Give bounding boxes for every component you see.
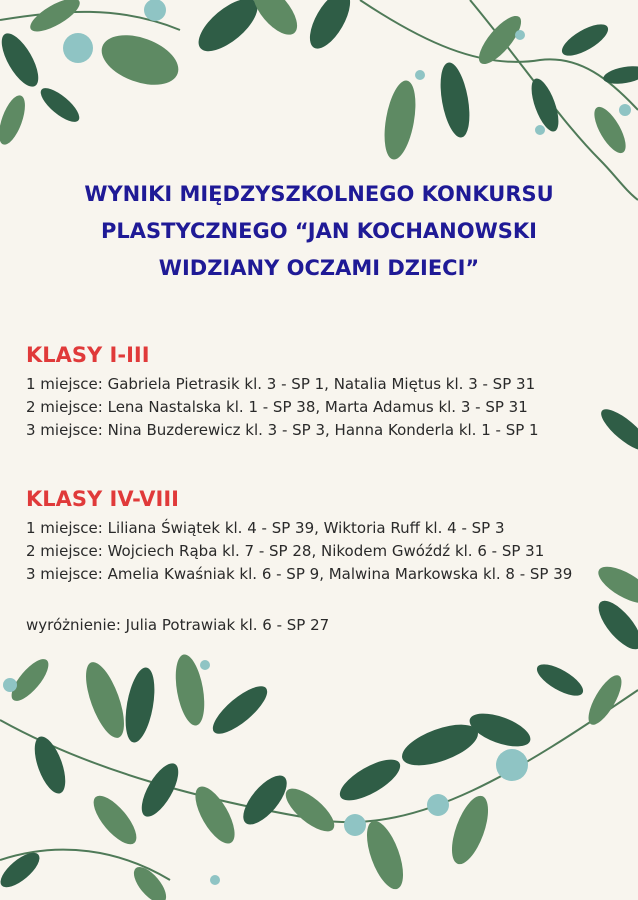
- leaf: [206, 679, 274, 741]
- leaf: [596, 403, 638, 457]
- leaf: [190, 0, 266, 60]
- berry: [619, 104, 631, 116]
- leaf: [582, 671, 627, 729]
- leaf: [602, 63, 638, 86]
- leaf: [28, 733, 71, 798]
- result-line: 1 miejsce: Gabriela Pietrasik kl. 3 - SP 1, Natalia Miętus kl. 3 - SP 31: [26, 375, 536, 393]
- berry: [427, 794, 449, 816]
- berry: [496, 749, 528, 781]
- title-line: WYNIKI MIĘDZYSZKOLNEGO KONKURSU: [84, 182, 554, 206]
- leaf: [360, 816, 411, 893]
- result-line: 3 miejsce: Nina Buzderewicz kl. 3 - SP 3, Hanna Konderla kl. 1 - SP 1: [26, 421, 539, 439]
- title-line: PLASTYCZNEGO “JAN KOCHANOWSKI: [101, 219, 537, 243]
- results-list-klasy-iv-viii: [26, 517, 572, 586]
- leaf: [236, 769, 294, 832]
- leaf: [436, 60, 475, 139]
- leaf: [593, 560, 638, 611]
- leaf: [379, 78, 420, 162]
- leaf: [128, 862, 172, 900]
- result-line: 2 miejsce: Wojciech Rąba kl. 7 - SP 28, Nikodem Gwóźdź kl. 6 - SP 31: [26, 542, 545, 560]
- leaf: [279, 782, 340, 839]
- leaf: [592, 594, 638, 655]
- leaf: [526, 75, 564, 134]
- leaf: [78, 658, 132, 743]
- section-heading-klasy-iv-viii: KLASY IV-VIII: [26, 487, 179, 511]
- leaf: [36, 83, 84, 128]
- berry: [515, 30, 525, 40]
- leaf: [557, 18, 612, 61]
- honorable-mention: wyróżnienie: Julia Potrawiak kl. 6 - SP 27: [26, 616, 330, 634]
- leaf: [26, 0, 84, 38]
- result-line: 1 miejsce: Liliana Świątek kl. 4 - SP 39, Wiktoria Ruff kl. 4 - SP 3: [26, 519, 505, 537]
- berry: [415, 70, 425, 80]
- leaf: [0, 28, 45, 92]
- page-title: [0, 176, 638, 287]
- berry: [535, 125, 545, 135]
- leaf: [334, 752, 406, 809]
- results-list-klasy-i-iii: [26, 373, 539, 442]
- title-line: WIDZIANY OCZAMI DZIECI”: [158, 256, 480, 280]
- berry: [144, 0, 166, 21]
- berry: [63, 33, 93, 63]
- section-heading-klasy-i-iii: KLASY I-III: [26, 343, 150, 367]
- leaf: [445, 791, 496, 868]
- leaf: [95, 26, 185, 95]
- result-line: 3 miejsce: Amelia Kwaśniak kl. 6 - SP 9, Malwina Markowska kl. 8 - SP 39: [26, 565, 573, 583]
- leaf: [465, 707, 534, 753]
- leaf: [302, 0, 358, 55]
- berry: [200, 660, 210, 670]
- leaf: [532, 658, 587, 701]
- berry: [344, 814, 366, 836]
- berry: [3, 678, 17, 692]
- leaf: [188, 781, 243, 849]
- leaf: [87, 789, 144, 850]
- leaf: [121, 665, 160, 744]
- result-line: 2 miejsce: Lena Nastalska kl. 1 - SP 38, Marta Adamus kl. 3 - SP 31: [26, 398, 528, 416]
- berry: [210, 875, 220, 885]
- leaf: [397, 716, 483, 773]
- leaf: [0, 92, 30, 148]
